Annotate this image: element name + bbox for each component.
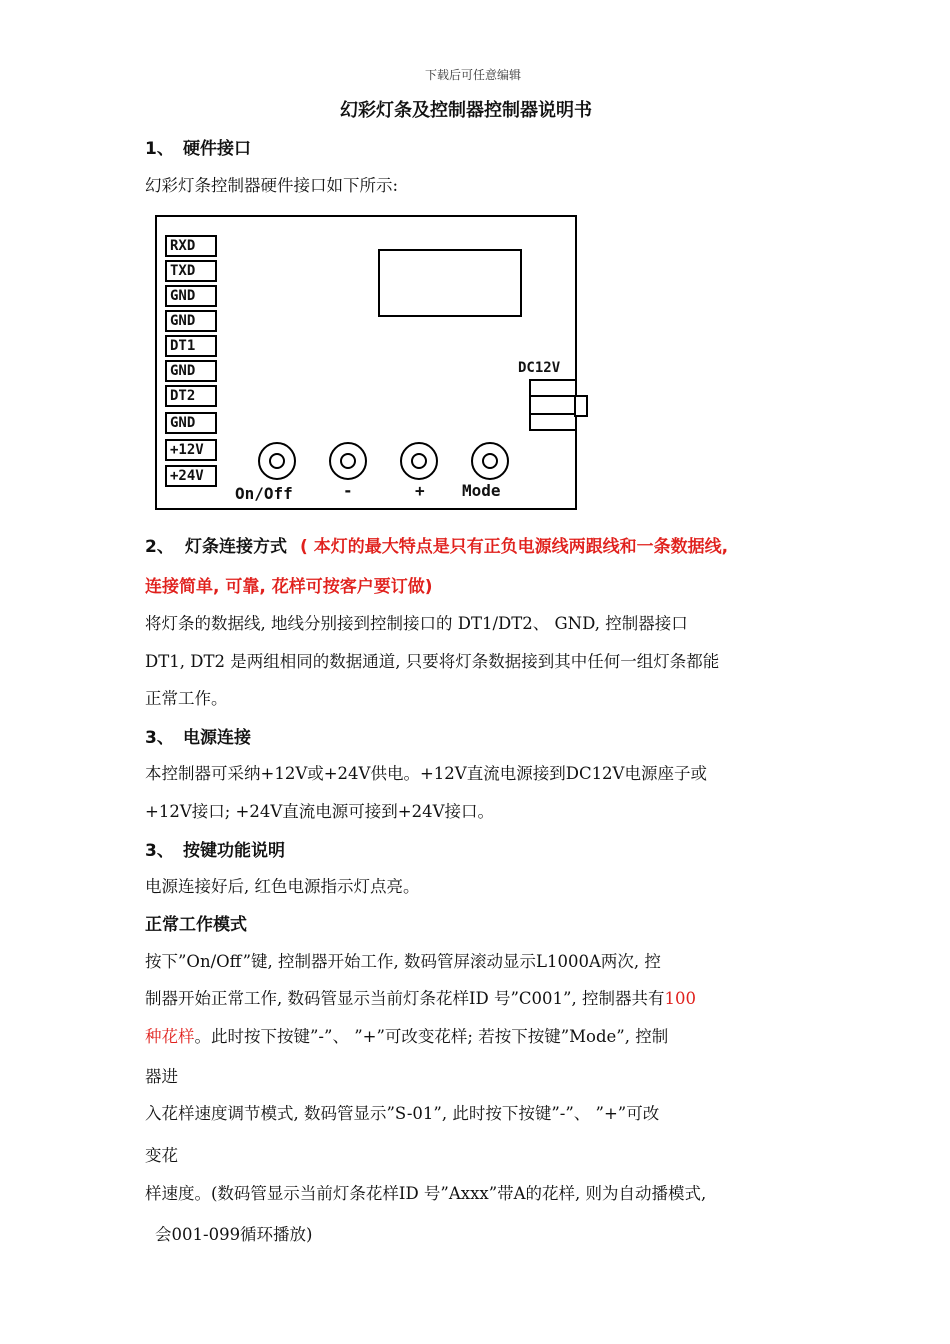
controller-diagram — [155, 215, 577, 510]
section-4-line: 电源连接好后, 红色电源指示灯点亮。 — [145, 877, 420, 896]
section-3-title: 电源连接 — [183, 728, 251, 748]
onoff-button-icon — [258, 442, 296, 480]
plus-button-icon — [400, 442, 438, 480]
pin-gnd-2: GND — [165, 310, 217, 332]
pin-24v: +24V — [165, 465, 217, 487]
section-1-title: 硬件接口 — [183, 139, 251, 159]
section-2-line: 将灯条的数据线, 地线分别接到控制接口的 DT1/DT2、 GND, 控制器接口 — [145, 614, 688, 633]
pattern-count: 100 — [664, 989, 696, 1008]
pin-gnd-1: GND — [165, 285, 217, 307]
section-4-line: 会001-099循环播放) — [155, 1225, 313, 1244]
section-4-number: 3、 — [145, 841, 174, 861]
onoff-label: On/Off — [235, 484, 293, 503]
plus-label: + — [415, 481, 425, 500]
minus-label: - — [343, 481, 353, 500]
section-4-line: 样速度。(数码管显示当前灯条花样ID 号”Axxx”带A的花样, 则为自动播模式, — [145, 1184, 707, 1203]
dc-jack — [529, 379, 577, 431]
section-2-highlight-2: 连接简单, 可靠, 花样可按客户要订做) — [145, 577, 433, 597]
dc-jack-tab — [574, 395, 588, 417]
section-4-line: 按下”On/Off”键, 控制器开始工作, 数码管屏滚动显示L1000A两次, 控 — [145, 952, 661, 971]
pin-txd: TXD — [165, 260, 217, 282]
section-4-line: 变花 — [145, 1146, 178, 1165]
mode-button-icon — [471, 442, 509, 480]
pin-gnd-3: GND — [165, 360, 217, 382]
dc-jack-line — [529, 395, 577, 397]
pin-dt1: DT1 — [165, 335, 217, 357]
section-2-highlight-1: ( 本灯的最大特点是只有正负电源线两跟线和一条数据线, — [300, 537, 729, 557]
section-2-number: 2、 — [145, 537, 174, 557]
pin-dt2: DT2 — [165, 385, 217, 407]
section-4-line: 器进 — [145, 1067, 178, 1086]
section-1-intro: 幻彩灯条控制器硬件接口如下所示: — [145, 176, 399, 195]
pin-rxd: RXD — [165, 235, 217, 257]
section-4-title: 按键功能说明 — [183, 841, 285, 861]
pattern-count-unit: 种花样 — [145, 1027, 195, 1046]
dc-jack-label: DC12V — [518, 360, 561, 376]
section-3-line: 本控制器可采纳+12V或+24V供电。+12V直流电源接到DC12V电源座子或 — [145, 764, 707, 783]
section-1-number: 1、 — [145, 139, 174, 159]
header-note: 下载后可任意编辑 — [425, 68, 522, 82]
section-3-line: +12V接口; +24V直流电源可接到+24V接口。 — [145, 802, 495, 821]
pin-gnd-4: GND — [165, 412, 217, 434]
section-3-number: 3、 — [145, 728, 174, 748]
pin-12v: +12V — [165, 439, 217, 461]
section-4-text: 。此时按下按键”-”、 ”+”可改变花样; 若按下按键”Mode”, 控制 — [194, 1027, 669, 1046]
section-4-line — [145, 1023, 668, 1047]
section-2-title: 灯条连接方式 — [185, 537, 287, 557]
led-display — [378, 249, 522, 317]
section-4-line: 入花样速度调节模式, 数码管显示”S-01”, 此时按下按键”-”、 ”+”可改 — [145, 1104, 660, 1123]
dc-jack-line — [529, 413, 577, 415]
minus-button-icon — [329, 442, 367, 480]
section-2-line: DT1, DT2 是两组相同的数据通道, 只要将灯条数据接到其中任何一组灯条都能 — [145, 652, 720, 671]
section-2-line: 正常工作。 — [145, 689, 228, 708]
section-4-line — [145, 985, 696, 1009]
normal-mode-title: 正常工作模式 — [145, 915, 247, 935]
document-title: 幻彩灯条及控制器控制器说明书 — [340, 100, 592, 121]
mode-label: Mode — [462, 481, 501, 500]
section-4-text: 制器开始正常工作, 数码管显示当前灯条花样ID 号”C001”, 控制器共有 — [145, 989, 665, 1008]
